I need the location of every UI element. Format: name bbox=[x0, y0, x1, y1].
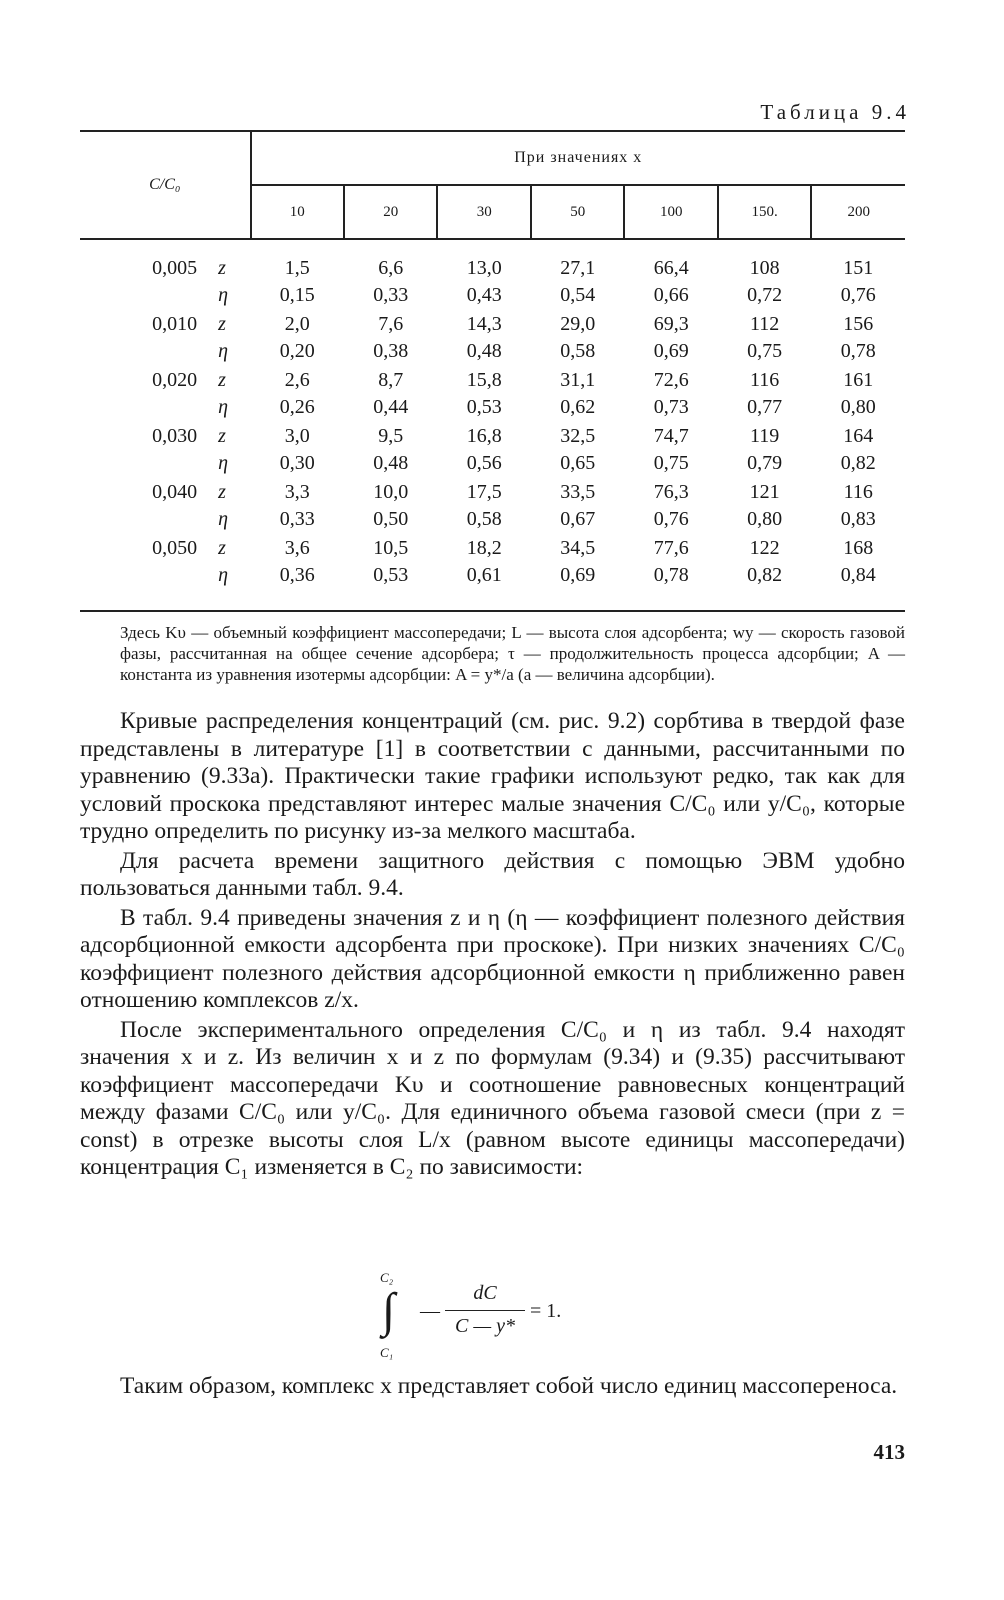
paragraph: В табл. 9.4 приведены значения z и η (η — коэффициент полезного действия адсорбционной емкости адсорбента при проскоке). При низких значениях C/C₀ коэффициент полезного действия адсорбционной емкости η приближенно равен отношению комплексов z/x. bbox=[80, 904, 905, 1013]
z-value: 27,1 bbox=[560, 257, 596, 279]
table-cell bbox=[811, 422, 905, 478]
z-value: 76,3 bbox=[653, 481, 689, 503]
table-cell bbox=[344, 254, 437, 310]
z-value: 9,5 bbox=[378, 425, 404, 447]
symbol-z: z bbox=[218, 425, 226, 447]
table-cell bbox=[251, 366, 344, 422]
row-symbols bbox=[217, 310, 250, 366]
table-cell bbox=[344, 422, 437, 478]
z-value: 18,2 bbox=[466, 537, 502, 559]
z-value: 3,6 bbox=[284, 537, 310, 559]
symbol-eta: η bbox=[218, 340, 229, 362]
table-cell bbox=[624, 422, 717, 478]
eta-value: 0,33 bbox=[279, 508, 315, 530]
eta-value: 0,48 bbox=[466, 340, 502, 362]
column-header-cc: C/C₀ bbox=[80, 131, 251, 239]
paragraph: Таким образом, комплекс x представляет собой число единиц массопереноса. bbox=[120, 1373, 898, 1399]
table-row bbox=[80, 478, 905, 534]
table-cell bbox=[437, 534, 530, 590]
table-cell bbox=[344, 310, 437, 366]
eta-value: 0,62 bbox=[560, 396, 596, 418]
eta-value: 0,69 bbox=[560, 564, 596, 586]
table-cell bbox=[624, 310, 717, 366]
column-group-header: При значениях x bbox=[251, 131, 905, 185]
table-row bbox=[80, 422, 905, 478]
eta-value: 0,20 bbox=[279, 340, 315, 362]
z-value: 2,0 bbox=[284, 313, 310, 335]
eta-value: 0,76 bbox=[840, 284, 876, 306]
table-cell bbox=[344, 366, 437, 422]
eta-value: 0,53 bbox=[466, 396, 502, 418]
eta-value: 0,78 bbox=[653, 564, 689, 586]
table-cell bbox=[811, 254, 905, 310]
table-cell bbox=[531, 254, 624, 310]
z-value: 14,3 bbox=[466, 313, 502, 335]
cc-value-text: 0,030 bbox=[152, 425, 198, 447]
z-value: 116 bbox=[750, 369, 780, 391]
table-cell bbox=[718, 366, 811, 422]
table-cell bbox=[624, 534, 717, 590]
z-value: 74,7 bbox=[653, 425, 689, 447]
eta-value: 0,69 bbox=[653, 340, 689, 362]
eta-value: 0,33 bbox=[373, 284, 409, 306]
eta-value: 0,76 bbox=[653, 508, 689, 530]
eta-value: 0,53 bbox=[373, 564, 409, 586]
formula-minus: — bbox=[420, 1300, 440, 1322]
eta-value: 0,30 bbox=[279, 452, 315, 474]
body-text bbox=[80, 708, 905, 1182]
table-cell bbox=[811, 366, 905, 422]
table-cell bbox=[251, 478, 344, 534]
z-value: 112 bbox=[750, 313, 780, 335]
table-cell bbox=[251, 254, 344, 310]
table-cell bbox=[624, 254, 717, 310]
table-cell bbox=[624, 366, 717, 422]
symbol-z: z bbox=[218, 257, 226, 279]
eta-value: 0,50 bbox=[373, 508, 409, 530]
cc-value-text: 0,010 bbox=[152, 313, 198, 335]
eta-value: 0,75 bbox=[747, 340, 783, 362]
table-cell bbox=[531, 310, 624, 366]
z-value: 13,0 bbox=[466, 257, 502, 279]
table-cell bbox=[811, 310, 905, 366]
z-value: 156 bbox=[843, 313, 874, 335]
eta-value: 0,56 bbox=[466, 452, 502, 474]
symbol-eta: η bbox=[218, 396, 229, 418]
table-cell bbox=[718, 478, 811, 534]
cc-value bbox=[80, 310, 217, 366]
table-cell bbox=[531, 422, 624, 478]
symbol-z: z bbox=[218, 481, 226, 503]
table-cell bbox=[624, 478, 717, 534]
cc-value-text: 0,050 bbox=[152, 537, 198, 559]
table-cell bbox=[531, 478, 624, 534]
eta-value: 0,66 bbox=[653, 284, 689, 306]
x-header: 100 bbox=[624, 185, 717, 239]
eta-value: 0,54 bbox=[560, 284, 596, 306]
eta-value: 0,36 bbox=[279, 564, 315, 586]
z-value: 168 bbox=[843, 537, 874, 559]
eta-value: 0,77 bbox=[747, 396, 783, 418]
table-cell bbox=[718, 254, 811, 310]
z-value: 161 bbox=[843, 369, 874, 391]
z-value: 32,5 bbox=[560, 425, 596, 447]
eta-value: 0,26 bbox=[279, 396, 315, 418]
table-cell bbox=[437, 422, 530, 478]
table-cell bbox=[531, 366, 624, 422]
z-value: 6,6 bbox=[378, 257, 404, 279]
integral-formula bbox=[360, 1265, 620, 1365]
table-cell bbox=[344, 478, 437, 534]
eta-value: 0,44 bbox=[373, 396, 409, 418]
page-number: 413 bbox=[873, 1440, 905, 1464]
x-header: 10 bbox=[251, 185, 344, 239]
z-value: 2,6 bbox=[284, 369, 310, 391]
table-bottom-rule bbox=[80, 590, 905, 611]
eta-value: 0,80 bbox=[747, 508, 783, 530]
x-header: 150. bbox=[718, 185, 811, 239]
table-cell bbox=[437, 478, 530, 534]
data-table bbox=[80, 130, 905, 612]
cc-value bbox=[80, 478, 217, 534]
z-value: 108 bbox=[749, 257, 780, 279]
eta-value: 0,58 bbox=[466, 508, 502, 530]
row-symbols bbox=[217, 422, 250, 478]
table-footnote: Здесь Kυ — объемный коэффициент массопередачи; L — высота слоя адсорбента; wy — скорость газовой фазы, рассчитанная на общее сечение адсорбера; τ — продолжительность процесса адсорбции; A — константа из уравнения изотермы адсорбции: A = y*/a (a — величина адсорбции). bbox=[120, 623, 905, 684]
lower-limit: C₁ bbox=[380, 1345, 394, 1360]
cc-value bbox=[80, 366, 217, 422]
symbol-eta: η bbox=[218, 508, 229, 530]
eta-value: 0,38 bbox=[373, 340, 409, 362]
eta-value: 0,72 bbox=[747, 284, 783, 306]
z-value: 31,1 bbox=[560, 369, 596, 391]
z-value: 119 bbox=[750, 425, 780, 447]
row-symbols bbox=[217, 478, 250, 534]
z-value: 8,7 bbox=[378, 369, 404, 391]
cc-value bbox=[80, 422, 217, 478]
row-symbols bbox=[217, 534, 250, 590]
eta-value: 0,78 bbox=[840, 340, 876, 362]
table-caption: Таблица 9.4 bbox=[760, 100, 910, 124]
z-value: 66,4 bbox=[653, 257, 689, 279]
symbol-eta: η bbox=[218, 564, 229, 586]
z-value: 116 bbox=[843, 481, 873, 503]
table-cell bbox=[251, 422, 344, 478]
table-row bbox=[80, 310, 905, 366]
z-value: 121 bbox=[749, 481, 780, 503]
symbol-eta: η bbox=[218, 284, 229, 306]
symbol-z: z bbox=[218, 537, 226, 559]
cc-value-text: 0,005 bbox=[152, 257, 198, 279]
table-cell bbox=[718, 422, 811, 478]
cc-value-text: 0,020 bbox=[152, 369, 198, 391]
z-value: 3,0 bbox=[284, 425, 310, 447]
z-value: 16,8 bbox=[466, 425, 502, 447]
table-cell bbox=[437, 310, 530, 366]
table-cell bbox=[437, 254, 530, 310]
z-value: 10,0 bbox=[373, 481, 409, 503]
eta-value: 0,82 bbox=[747, 564, 783, 586]
z-value: 122 bbox=[749, 537, 780, 559]
z-value: 77,6 bbox=[653, 537, 689, 559]
table-cell bbox=[718, 534, 811, 590]
integral-sign: ∫ bbox=[382, 1284, 396, 1337]
table-cell bbox=[531, 534, 624, 590]
table-row bbox=[80, 366, 905, 422]
table-cell bbox=[344, 534, 437, 590]
z-value: 7,6 bbox=[378, 313, 404, 335]
table-row bbox=[80, 254, 905, 310]
table-cell bbox=[811, 534, 905, 590]
symbol-eta: η bbox=[218, 452, 229, 474]
row-symbols bbox=[217, 366, 250, 422]
x-header: 200 bbox=[811, 185, 905, 239]
z-value: 17,5 bbox=[466, 481, 502, 503]
z-value: 72,6 bbox=[653, 369, 689, 391]
z-value: 33,5 bbox=[560, 481, 596, 503]
table-body bbox=[80, 239, 905, 611]
eta-value: 0,65 bbox=[560, 452, 596, 474]
table-cell bbox=[251, 310, 344, 366]
eta-value: 0,58 bbox=[560, 340, 596, 362]
table-cell bbox=[437, 366, 530, 422]
table-cell bbox=[718, 310, 811, 366]
table-row bbox=[80, 534, 905, 590]
cc-value bbox=[80, 534, 217, 590]
eta-value: 0,61 bbox=[466, 564, 502, 586]
row-symbols bbox=[217, 254, 250, 310]
eta-value: 0,84 bbox=[840, 564, 876, 586]
z-value: 34,5 bbox=[560, 537, 596, 559]
z-value: 164 bbox=[843, 425, 874, 447]
eta-value: 0,67 bbox=[560, 508, 596, 530]
z-value: 69,3 bbox=[653, 313, 689, 335]
eta-value: 0,15 bbox=[279, 284, 315, 306]
z-value: 1,5 bbox=[284, 257, 310, 279]
eta-value: 0,73 bbox=[653, 396, 689, 418]
x-header: 30 bbox=[437, 185, 530, 239]
x-header: 20 bbox=[344, 185, 437, 239]
upper-limit: C₂ bbox=[380, 1270, 394, 1285]
cc-value-text: 0,040 bbox=[152, 481, 198, 503]
z-value: 3,3 bbox=[284, 481, 310, 503]
z-value: 15,8 bbox=[466, 369, 502, 391]
paragraph: Для расчета времени защитного действия с помощью ЭВМ удобно пользоваться данными табл. 9.4. bbox=[80, 847, 905, 901]
eta-value: 0,43 bbox=[466, 284, 502, 306]
z-value: 29,0 bbox=[560, 313, 596, 335]
fraction-numerator: dC bbox=[473, 1282, 497, 1304]
eta-value: 0,79 bbox=[747, 452, 783, 474]
eta-value: 0,82 bbox=[840, 452, 876, 474]
fraction-bar bbox=[445, 1310, 525, 1311]
eta-value: 0,48 bbox=[373, 452, 409, 474]
paragraph: После экспериментального определения C/C₀ и η из табл. 9.4 находят значения x и z. Из величин x и z по формулам (9.34) и (9.35) рассчитывают коэффициент массопередачи Kυ и соотношение равновесных концентраций между фазами C/C₀ или y/C₀. Для единичного объема газовой смеси (при z = const) в отрезке высоты слоя L/x (равном высоте единицы массопередачи) концентрация C₁ изменяется в C₂ по зависимости: bbox=[80, 1016, 905, 1180]
x-header: 50 bbox=[531, 185, 624, 239]
cc-value bbox=[80, 254, 217, 310]
paragraph: Кривые распределения концентраций (см. рис. 9.2) сорбтива в твердой фазе представлены в литературе [1] в соответствии с данными, рассчитанными по уравнению (9.33а). Практически такие графики используют редко, так как для условий проскока представляют интерес малые значения C/C₀ или y/C₀, которые трудно определить по рисунку из-за мелкого масштаба. bbox=[80, 708, 905, 844]
symbol-z: z bbox=[218, 313, 226, 335]
fraction-denominator: C — y* bbox=[455, 1315, 515, 1337]
closing-text bbox=[80, 1372, 905, 1400]
z-value: 151 bbox=[843, 257, 874, 279]
formula-rhs: = 1. bbox=[530, 1300, 562, 1322]
symbol-z: z bbox=[218, 369, 226, 391]
eta-value: 0,83 bbox=[840, 508, 876, 530]
eta-value: 0,75 bbox=[653, 452, 689, 474]
z-value: 10,5 bbox=[373, 537, 409, 559]
eta-value: 0,80 bbox=[840, 396, 876, 418]
table-cell bbox=[251, 534, 344, 590]
table-cell bbox=[811, 478, 905, 534]
